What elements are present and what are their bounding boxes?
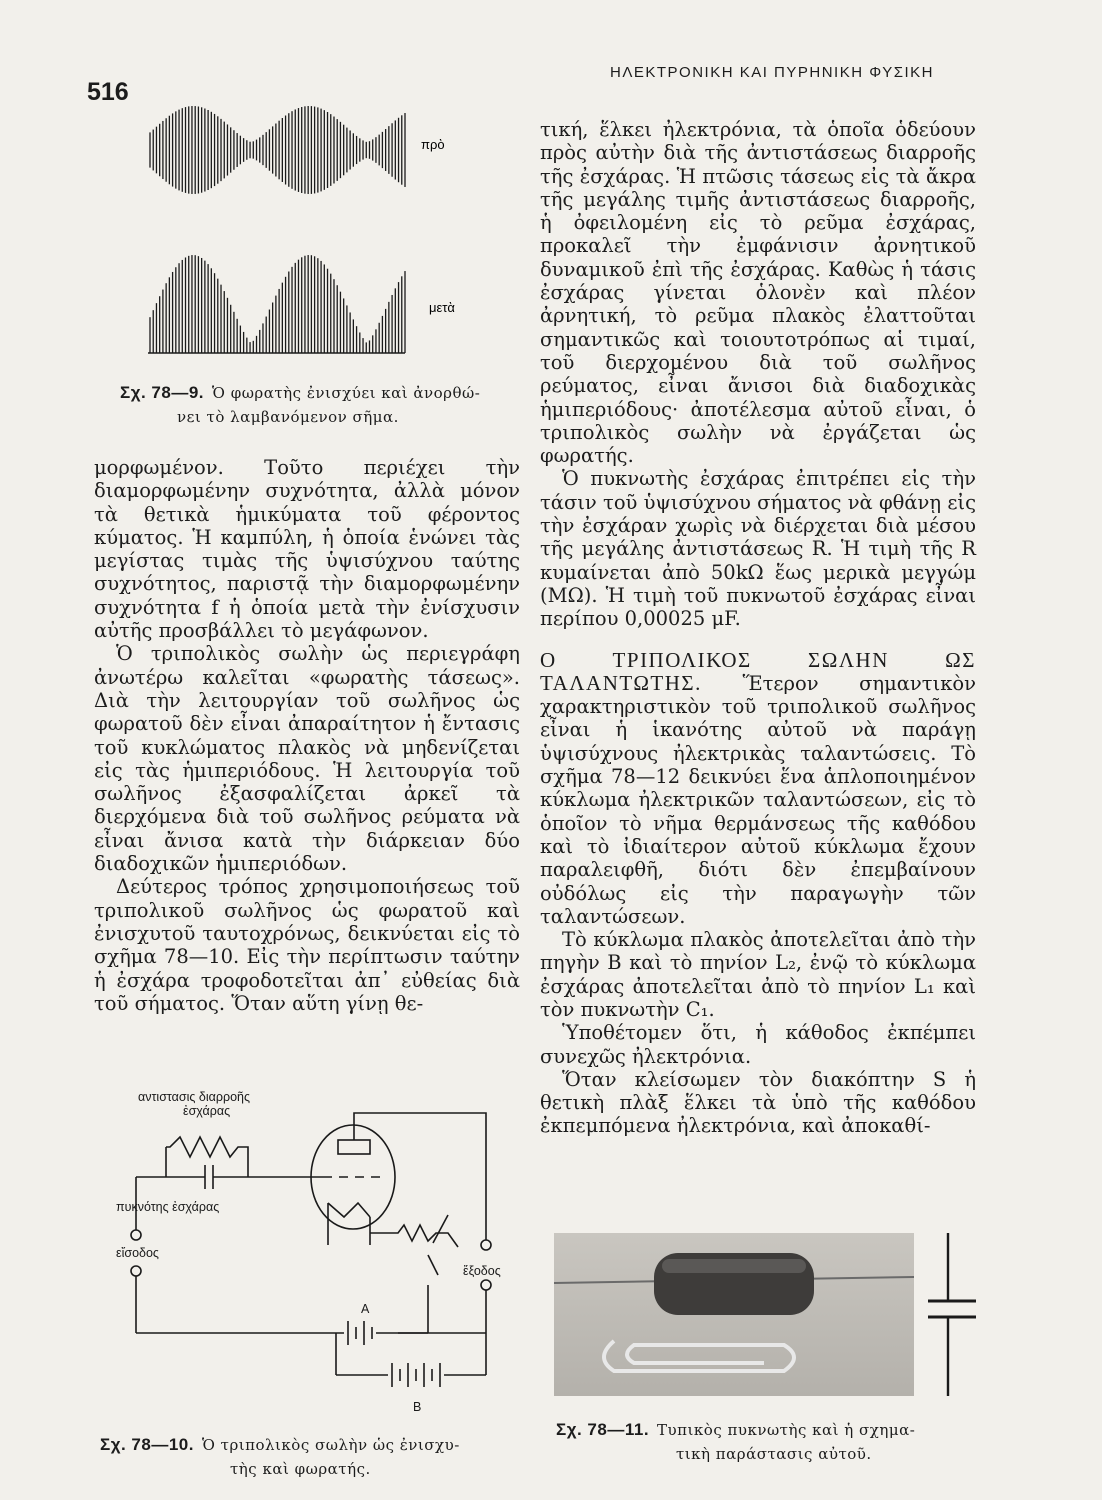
caption-text-line1: Ὁ τριπολικὸς σωλὴν ὡς ἐνισχυ- bbox=[201, 1436, 460, 1454]
paragraph: Δεύτερος τρόπος χρησιμοποιήσεως τοῦ τριπολικοῦ σωλῆνος ὡς φωρατοῦ καὶ ἐνισχυτοῦ ταυτοχρόνως, δεικνύεται εἰς τὸ σχῆμα 78—10. Εἰς τὴν περίπτωσιν ταύτην ἡ ἐσχάρα τροφοδοτεῖται ἀπ᾽ εὐθείας διὰ τοῦ σήματος. Ὅταν αὕτη γίνῃ θε- bbox=[94, 875, 520, 1015]
leak-resistor bbox=[166, 1137, 248, 1177]
battery-b bbox=[392, 1363, 440, 1387]
waveform-after bbox=[150, 255, 405, 353]
input-terminal-2 bbox=[131, 1266, 141, 1276]
label-leak-resistor-2: ἐσχάρας bbox=[183, 1104, 231, 1118]
caption-text-line1: Ὁ φωρατὴς ἐνισχύει καὶ ἀνορθώ- bbox=[212, 384, 481, 402]
label-input: εἴσοδος bbox=[116, 1246, 159, 1260]
caption-text-line2: τὴς καὶ φωρατής. bbox=[230, 1460, 371, 1478]
paragraph: Ὑποθέτομεν ὅτι, ἡ κάθοδος ἐκπέμπει συνεχῶς ἠλεκτρόνια. bbox=[540, 1021, 976, 1068]
label-leak-resistor: αντιστασις διαρροῆς bbox=[138, 1090, 250, 1104]
fig-78-9-caption bbox=[120, 381, 520, 429]
caption-number: Σχ. 78—9. bbox=[120, 383, 205, 402]
rheostat-arrow bbox=[433, 1215, 448, 1243]
capacitor-photo bbox=[554, 1233, 914, 1396]
paragraph bbox=[540, 649, 976, 929]
paragraph: Ὅταν κλείσωμεν τὸν διακόπτην S ἡ θετικὴ πλὰξ ἕλκει τὰ ὑπὸ τῆς καθόδου ἐκπεμπόμενα ἠλεκτρόνια, καὶ ἀποκαθί- bbox=[540, 1067, 976, 1138]
label-battery-b: B bbox=[413, 1400, 422, 1414]
caption-text-line2: νει τὸ λαμβανόμενον σῆμα. bbox=[177, 408, 399, 426]
paragraph: Ὁ τριπολικὸς σωλὴν ὡς περιεγράφη ἀνωτέρω καλεῖται «φωρατὴς τάσεως». Διὰ τὴν λειτουργίαν τοῦ σωλῆνος ὡς φωρατοῦ δὲν εἶναι ἀπαραίτητον ἡ ἔντασις τοῦ κυκλώματος πλακὸς νὰ μηδενίζεται εἰς τὰς ἡμιπεριόδους. Ἡ λειτουργία τοῦ σωλῆνος ἐξασφαλίζεται ἀρκεῖ τὰ διερχόμενα διὰ τοῦ σωλῆνος ρεύματα νὰ εἶναι ἄνισα κατὰ τὴν διάρκειαν δύο διαδοχικῶν ἡμιπεριόδων. bbox=[94, 642, 520, 876]
rheostat bbox=[370, 1225, 458, 1247]
caption-text-line1: Τυπικὸς πυκνωτὴς καὶ ἡ σχημα- bbox=[657, 1421, 916, 1439]
fig-78-11-photo bbox=[554, 1233, 914, 1396]
output-terminal-2 bbox=[481, 1280, 491, 1290]
plate bbox=[338, 1140, 370, 1154]
label-battery-a: A bbox=[361, 1302, 370, 1316]
paragraph: Ὁ πυκνωτὴς ἐσχάρας ἐπιτρέπει εἰς τὴν τάσιν τοῦ ὑψισύχνου σήματος νὰ φθάνῃ εἰς τὴν ἐσχάραν χωρὶς νὰ διέρχεται διὰ μέσου τῆς μεγάλης ἀντιστάσεως R. Ἡ τιμὴ τῆς R κυμαίνεται ἀπὸ 50kΩ ἕως μερικὰ μεγγώμ (ΜΩ). Ἡ τιμὴ τοῦ πυκνωτοῦ ἐσχάρας εἶναι περίπου 0,00025 μF. bbox=[540, 467, 976, 631]
fig-78-9-waveforms bbox=[140, 95, 470, 365]
left-column bbox=[94, 456, 520, 1015]
fig-78-11-symbol bbox=[928, 1233, 988, 1396]
output-terminal bbox=[481, 1240, 491, 1250]
label-grid-capacitor: πυκνότης ἐσχάρας bbox=[116, 1200, 220, 1214]
running-title: ΗΛΕΚΤΡΟΝΙΚΗ ΚΑΙ ΠΥΡΗΝΙΚΗ ΦΥΣΙΚΗ bbox=[610, 64, 934, 81]
input-terminal bbox=[131, 1230, 141, 1240]
paragraph: τική, ἕλκει ἠλεκτρόνια, τὰ ὁποῖα ὁδεύουν πρὸς αὐτὴν διὰ τῆς ἀντιστάσεως διαρροῆς τῆς ἐσχάρας. Ἡ πτῶσις τάσεως εἰς τὰ ἄκρα τῆς μεγάλης τιμῆς ἀντιστάσεως διαρροῆς, ἡ ὀφειλομένη εἰς τὸ ρεῦμα ἐσχάρας, προκαλεῖ τὴν ἐμφάνισιν ἀρνητικοῦ δυναμικοῦ ἐπὶ τῆς ἐσχάρας. Καθὼς ἡ τάσις ἐσχάρας γίνεται ὁλονὲν καὶ πλέον ἀρνητική, τὸ ρεῦμα πλακὸς ἐλαττοῦται σημαντικῶς καὶ τοιουτοτρόπως αἱ τιμαί, τοῦ διερχομένου διὰ τοῦ σωλῆνος ρεύματος, εἶναι ἄνισοι διὰ διαδοχικὰς ἡμιπεριόδους· ἀποτέλεσμα αὐτοῦ εἶναι, ὁ τριπολικὸς σωλὴν νὰ ἐργάζεται ὡς φωρατής. bbox=[540, 118, 976, 468]
paragraph: μορφωμένον. Τοῦτο περιέχει τὴν διαμορφωμένην συχνότητα, ἀλλὰ μόνον τὰ θετικὰ ἡμικύματα τοῦ φέροντος κύματος. Ἡ καμπύλη, ἡ ὁποία ἑνώνει τὰς μεγίστας τιμὰς τῆς ὑψισύχνου ταύτης συχνότητος, παριστᾷ τὴν διαμορφωμένην συχνότητα f ἡ ὁποία μετὰ τὴν ἐνίσχυσιν αὐτῆς προσβάλλει τὸ μεγάφωνον. bbox=[94, 456, 520, 643]
paper-clip bbox=[604, 1341, 794, 1371]
filament bbox=[328, 1203, 370, 1217]
paragraph: Τὸ κύκλωμα πλακὸς ἀποτελεῖται ἀπὸ τὴν πηγὴν B καὶ τὸ πηνίον L₂, ἐνῷ τὸ κύκλωμα ἐσχάρας ἀποτελεῖται ἀπὸ τὸ πηνίον L₁ καὶ τὸν πυκνωτὴν C₁. bbox=[540, 928, 976, 1021]
caption-number: Σχ. 78—10. bbox=[100, 1435, 194, 1454]
waveform-before bbox=[150, 106, 405, 194]
caption-number: Σχ. 78—11. bbox=[556, 1420, 650, 1439]
right-column bbox=[540, 118, 976, 1138]
label-after: μετὰ bbox=[429, 300, 455, 315]
battery-a bbox=[348, 1321, 372, 1345]
label-before: πρὸ bbox=[421, 137, 445, 152]
page-number: 516 bbox=[87, 78, 129, 106]
fig-78-10-caption bbox=[100, 1433, 520, 1481]
paragraph-text: Ἕτερον σημαντικὸν χαρακτηριστικὸν τοῦ τριπολικοῦ σωλῆνος εἶναι ἡ ἱκανότης αὐτοῦ νὰ παράγῃ ὑψισύχνους ἠλεκτρικὰς ταλαντώσεις. Τὸ σχῆμα 78—12 δεικνύει ἕνα ἁπλοποιημένον κύκλωμα ἠλεκτρικῶν ταλαντώσεων, εἰς τὸ ὁποῖον τὸ νῆμα θερμάνσεως τῆς καθόδου καὶ τὸ ἰδιαίτερον αὐτοῦ κύκλωμα ἔχουν παραλειφθῆ, διότι δὲν ἐπεμβαίνουν οὐδόλως εἰς τὴν παραγωγὴν τῶν ταλαντώσεων. bbox=[540, 671, 977, 928]
fig-78-11-caption bbox=[556, 1418, 996, 1466]
caption-text-line2: τικὴ παράστασις αὐτοῦ. bbox=[676, 1445, 872, 1463]
fig-78-10-circuit bbox=[108, 1085, 528, 1415]
label-output: ἔξοδος bbox=[463, 1264, 501, 1278]
section-heading: Ο ΤΡΙΠΟΛΙΚΟΣ ΣΩΛΗΝ ΩΣ ΤΑΛΑΝΤΩΤΗΣ. bbox=[540, 647, 976, 695]
